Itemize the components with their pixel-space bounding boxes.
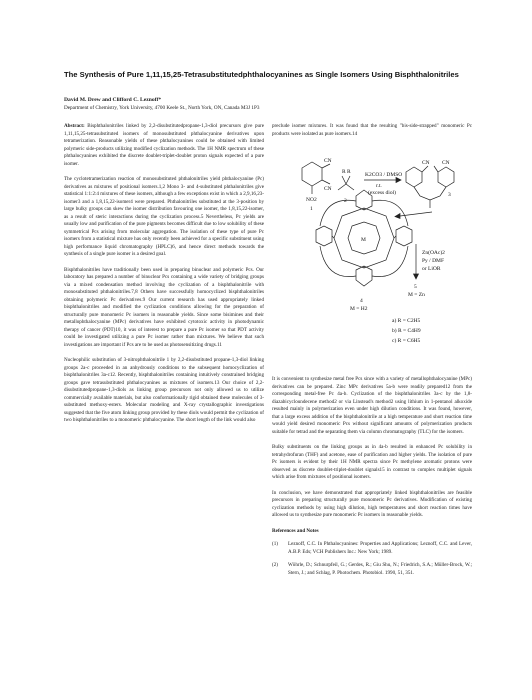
- benzene-ring-1: [302, 162, 322, 186]
- left-column: [64, 123, 264, 433]
- bisphthalonitrile-paragraph: Bisphthalonitriles have traditionally been used in preparing binuclear and polymeric Pcs. Our laboratory has prepared a number of binuclear Pcs containing a wide variety of bridging groups via a mixed condensation method involving the cyclization of a bisphthalonitrile with monosubstituted phthalonitriles.7,8 Others have successfully homocyclized bisphthalonitriles obtaining polymeric Pc derivatives.9 Our current research has used appropriately linked bisphthalonitriles and modified the cyclization conditions allowing for the preparation of structurally pure monomeric Pc isomers in reasonable yields. Since some bisimines and their metallophthalocyanine (MPc) derivatives have exhibited cytotoxic activity in photodynamic therapy of cancer (PDT)10, it was of interest to prepare a pure Pc isomer so that PDT activity could be investigated utilizing a pure Pc isomer rather than mixtures. We believe that such investigations are important if Pcs are to be used as photosensitizing drugs.11: [64, 266, 264, 348]
- conclusion-paragraph: In conclusion, we have demonstrated that appropriately linked bisphthalonitriles are feasible precursors in preparing structurally pure monomeric Pc derivatives. Modification of existing cyclization methods by using high dilution, high temperatures and short reaction times have allowed us to synthesize pure monomeric Pc isomers in reasonable yields.: [272, 489, 472, 518]
- compound-2-label: 2: [344, 198, 347, 204]
- r-a-label: a) R = C2H5: [392, 318, 421, 324]
- authors: David M. Drew and Clifford C. Leznoff*: [64, 97, 162, 103]
- reference-text: Leznoff, C.C. In Phthalocyanines: Properties and Applications; Leznoff, C.C. and Lever, A.B.P. Eds; VCH Publishers Inc.: New York; 1989.: [288, 541, 472, 555]
- compound-4-label: 4: [360, 298, 363, 304]
- metal-label: M: [361, 237, 366, 243]
- m-h2-label: M = H2: [350, 306, 368, 312]
- synthesis-paragraph: Nucleophilic substitution of 3-nitrophthalonitrile 1 by 2,2-disubstituted propane-1,3-diol linking groups 2a-c proceeded in an anhydrously conditions to the subsequent homocyclization of bisphthalonitriles 3a-c12. Recently, bisphthalonitriles containing intuitively constrained bridging groups gave tetrasubstituted phthalocyanines as mixtures of isomers.13 Our choice of 2,2-disubstitutedpropane-1,3-diols as linking group precursors not only allowed us to utilize commercially available materials, but also conformationally rigid obtained these molecules of 3-substituted methoxy-esters. Molecular modeling and X-ray crystallographic investigations suggested that the five atom linking group provided by these diols would permit the cyclization of two bisphthalonitriles to a monomeric phthalocyanine. The short length of the link would also: [64, 357, 264, 423]
- benzene-ring-3a: [406, 167, 422, 187]
- cyclization-paragraph: It is convenient to synthesize metal free Pcs since with a variety of metallophthalocyanine (MPc) derivatives can be prepared. Zinc MPc derivatives 5a-b were readily prepared12 from the corresponding metal-free Pc 4a-b. Cyclization of the bisphthalonitriles 3a-c by the 1,8-diazabicycloundecene method2 or via Linstead's method2 using lithium in 1-pentanol alkoxide resulted mainly in polymerization even under high dilution conditions. It was found, however, that a large excess addition of the bisphthalonitrile at a high temperature and short reaction time would yield desired monomeric Pcs without significant amounts of polymerization products suitable for tetrad and the separating them via column chromatography (TLC) for the isomers.: [272, 376, 472, 435]
- reaction-scheme: [272, 146, 472, 364]
- abstract-label: Abstract:: [64, 123, 85, 129]
- cn-label-3: CN: [422, 160, 430, 166]
- reference-list: [272, 541, 472, 577]
- cn-label-2: CN: [324, 186, 332, 192]
- no2-label: NO2: [306, 197, 317, 203]
- affiliation: Department of Chemistry, York University, 4700 Keele St., North York, ON, Canada M3J 1P3: [64, 105, 260, 111]
- solubility-paragraph: Bulky substituents on the linking groups as in 4a-b resulted in enhanced Pc solubility in tetrahydrofuran (THF) and acetone, ease of purification and higher yields. The isolation of pure Pc isomers is evident by their 1H NMR spectra since Pc methylene aromatic protons were observed as discrete doublet-triplet-doublet signals15 in contrast to complex multiplet signals which arise from mixtures of positional isomers.: [272, 444, 472, 480]
- reagent-2-label: Zn(OAc)2: [422, 250, 445, 256]
- compound-1-label: 1: [310, 206, 313, 212]
- reaction-scheme-svg: [272, 146, 472, 364]
- intro-paragraph: The cyclotetramerization reaction of monosubstituted phthalonitriles yield phthalocyanine (Pc) derivatives as mixtures of positional isomers.1,2 Mono 3- and 4-substituted phthalonitriles give statistical 1:1:2:4 mixtures of these isomers, although a few exceptions exist in which a 2,9,16,23-isomer3 and a 1,8,15,22-isomer4 were prepared. Phthalonitriles substituted at the 3-position by large bulky groups can skew the isomer distribution favouring one isomer, the 1,8,15,22-isomer, as a result of steric interactions during the cyclization process.5 Nevertheless, Pc yields are usually low and purification of the pure pigments becomes difficult due to low solubility of these symmetrical Pcs arising from molecular aggregation. The isolation of these type of pure Pc isomers from a statistical mixture has only recently been achieved for a specific substituent using high performance liquid chromatography (HPLC)6, and hence direct methods towards the synthesis of a single pure isomer is a desired goal.: [64, 176, 264, 257]
- diol-r-label: R R: [342, 169, 351, 175]
- compound-5-label: 5: [414, 284, 417, 290]
- cn-label-4: CN: [442, 160, 450, 166]
- continuation-paragraph: preclude isomer mixtures. It was found that the resulting "bis-side-strapped" monomeric Pc products were isolated as pure isomers.14: [272, 123, 472, 137]
- benzene-ring-3b: [438, 167, 454, 187]
- compound-3-label: 3: [448, 192, 451, 198]
- abstract: [64, 123, 264, 168]
- reference-number: (2): [272, 562, 278, 568]
- reagent-2b-label: Py / DMF: [422, 258, 445, 264]
- reference-item: [272, 562, 472, 577]
- abstract-text: Bisphthalonitriles linked by 2,2-disubstitutedpropane-1,3-diol precursors give pure 1,11,15,25-tetrasubstituted isomers of monosubstituted phthalocyanine derivatives upon tetramerization. Reasonable yields of these phthalocyanines could be obtained with limited polymeric side-products utilizing modified cyclization methods. The 1H NMR spectrum of these phthalocyanines exhibited the discrete doublet-triplet-doublet proton signals expected of a pure isomer.: [64, 123, 264, 167]
- reference-number: (1): [272, 541, 278, 547]
- r-b-label: b) R = C4H9: [392, 328, 421, 334]
- references-heading: References and Notes: [272, 527, 319, 534]
- reagent-1-label: K2CO3 / DMSO: [365, 172, 403, 178]
- r-c-label: c) R = C6H5: [392, 338, 421, 344]
- reagent-1c-label: r.t.: [376, 183, 382, 189]
- reagent-1d-label: (excess diol): [368, 190, 396, 196]
- m-zn-label: M = Zn: [408, 292, 425, 298]
- reference-text: Wöhrle, D.; Schnurpfeil, G.; Gerdes, R.; Giu Shu, N.; Friedrich, S.A.; Müller-Brock, W.; Stern, J.; and Schlag, P. Photochem. Photobiol. 1990, 51, 351.: [288, 562, 472, 576]
- right-column: [272, 123, 472, 583]
- reagent-2c-label: or LiOR: [422, 266, 441, 272]
- cn-label-1: CN: [324, 158, 332, 164]
- reference-item: [272, 541, 472, 556]
- paper-title: The Synthesis of Pure 1,11,15,25-Tetrasubstitutedphthalocyanines as Single Isomers Using Bisphthalonitriles: [64, 70, 459, 79]
